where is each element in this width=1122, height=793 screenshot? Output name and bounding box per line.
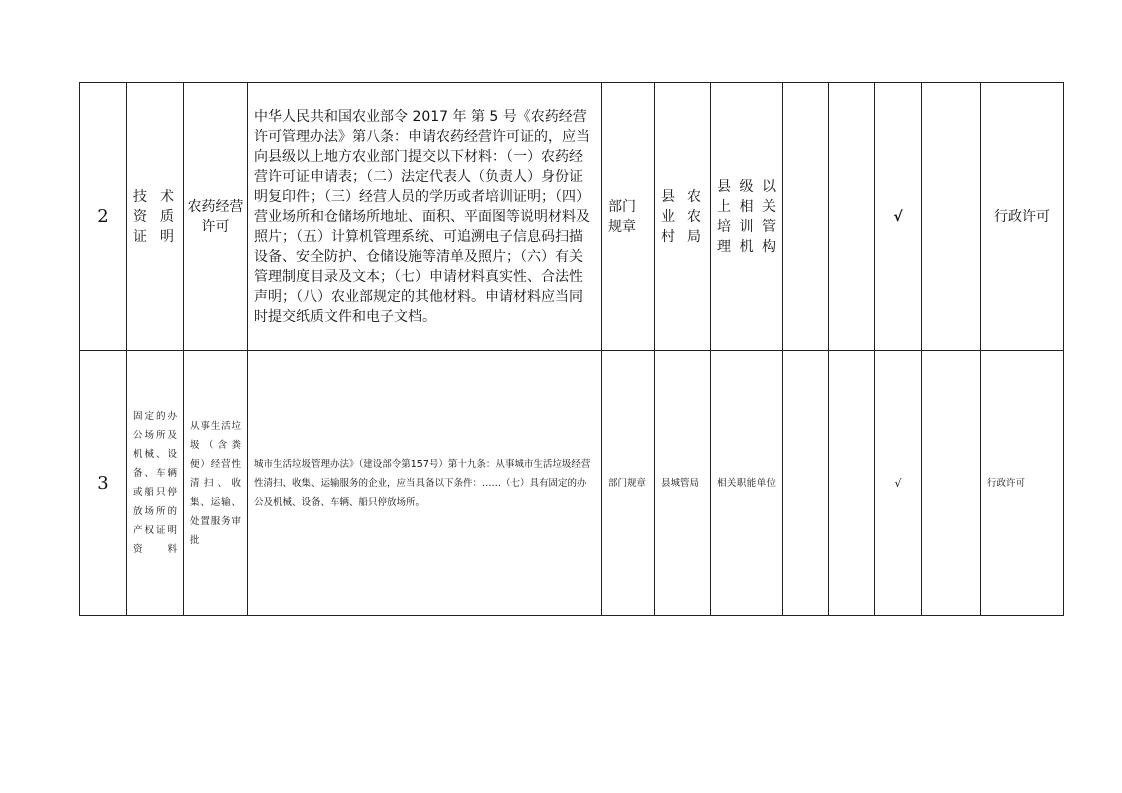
- issuer-cell: 县 级 以 上 相 关 培 训 管 理机构: [711, 83, 783, 351]
- empty-cell: [783, 83, 829, 351]
- basis-cell: 城市生活垃圾管理办法》（建设部令第157号）第十九条：从事城市生活垃圾经营性清扫、收集、运输服务的企业，应当具备以下条件：……（七）具有固定的办公及机械、设备、车辆、船只停放场所。: [248, 351, 602, 616]
- material-cell: 固定的办公场所及机械、设备、车辆或船只停放场所的产权证明资料: [127, 351, 184, 616]
- matter-cell: 从事生活垃圾（含粪便）经营性清扫、收集、运输、处置服务审批: [184, 351, 248, 616]
- basis-cell: 中华人民共和国农业部令 2017 年 第 5 号《农药经营许可管理办法》第八条：申请农药经营许可证的，应当向县级以上地方农业部门提交以下材料：（一）农药经营许可证申请表；（二）法定代表人（负责人）身份证明复印件；（三）经营人员的学历或者培训证明；（四）营业场所和仓储场所地址、面积、平面图等说明材料及照片；（五）计算机管理系统、可追溯电子信息码扫描设备、安全防护、仓储设施等清单及照片；（六）有关管理制度目录及文本；（七）申请材料真实性、合法性声明；（八）农业部规定的其他材料。申请材料应当同时提交纸质文件和电子文档。: [248, 83, 602, 351]
- department-cell: 县城管局: [655, 351, 711, 616]
- category-cell: 行政许可: [981, 83, 1064, 351]
- empty-cell: [922, 351, 981, 616]
- empty-cell: [922, 83, 981, 351]
- row-number: 3: [80, 351, 127, 616]
- matter-cell: 农药经营许可: [184, 83, 248, 351]
- check-mark: √: [875, 351, 922, 616]
- empty-cell: [829, 351, 875, 616]
- material-cell: 技 术 资 质 证明: [127, 83, 184, 351]
- empty-cell: [829, 83, 875, 351]
- table-row: [80, 351, 1064, 616]
- check-mark: √: [875, 83, 922, 351]
- row-number: 2: [80, 83, 127, 351]
- category-cell: 行政许可: [981, 351, 1064, 616]
- materials-table: [79, 82, 1064, 616]
- department-cell: 县 农 业 农 村局: [655, 83, 711, 351]
- issuer-cell: 相关职能单位: [711, 351, 783, 616]
- table-row: [80, 83, 1064, 351]
- basis-type-cell: 部门规章: [602, 351, 655, 616]
- empty-cell: [783, 351, 829, 616]
- basis-type-cell: 部门规章: [602, 83, 655, 351]
